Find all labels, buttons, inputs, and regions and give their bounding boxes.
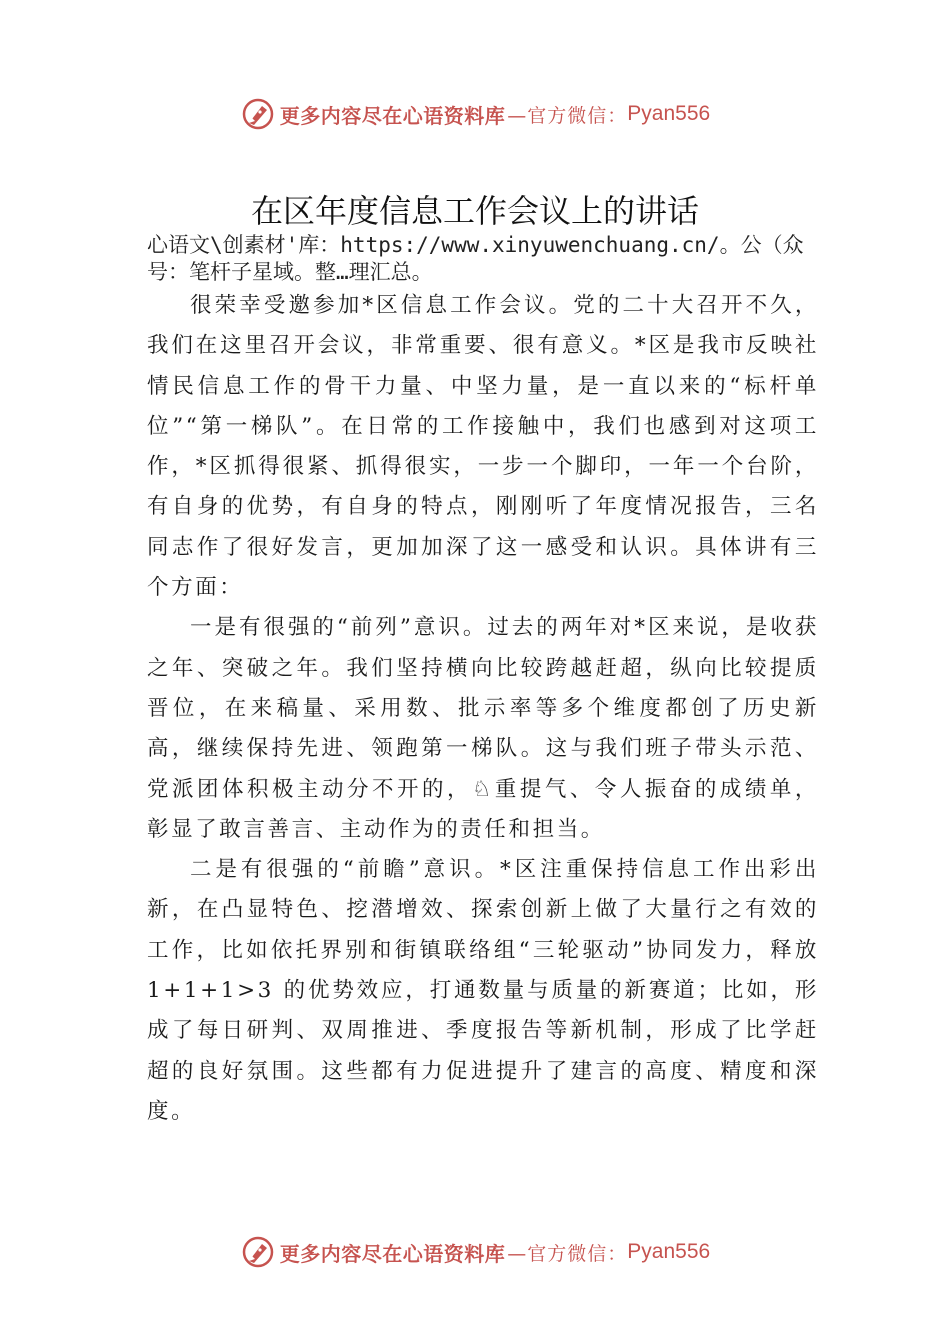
paragraph: 一是有很强的“前列”意识。过去的两年对*区来说，是收获之年、突破之年。我们坚持横向比较跨越赶超，纵向比较提质晋位，在来稿量、采用数、批示率等多个维度都创了历史新高，继续保持先进、领跑第一梯队。这与我们班子带头示范、党派团体积极主动分不开的，♘重提气、令人振奋的成绩单，彰显了敢言善言、主动作为的责任和担当。 <box>147 615 819 842</box>
banner-suffix: —官方微信： <box>507 1242 628 1265</box>
document-title: 在区年度信息工作会议上的讲话 <box>250 192 699 230</box>
document-body <box>147 286 819 1132</box>
source-note: 心语文\创素材'库：https://www.xinyuwenchuang.cn/。公（众号：笔杆子星域。整…理汇总。 <box>147 233 804 284</box>
wechat-id: Pyan556 <box>627 102 711 125</box>
banner-text: 更多内容尽在心语资料库 <box>279 103 506 128</box>
banner-suffix: —官方微信： <box>507 104 628 127</box>
wechat-id: Pyan556 <box>627 1240 711 1263</box>
footer-banner <box>0 1232 950 1272</box>
paragraph: 二是有很强的“前瞻”意识。*区注重保持信息工作出彩出新，在凸显特色、挖潜增效、探索创新上做了大量行之有效的工作，比如依托界别和街镇联络组“三轮驱动”协同发力，释放 1+1+1>3 的优势效应，打通数量与质量的新赛道；比如，形成了每日研判、双周推进、季度报告等新机制，形成了比学赶超的良好氛围。这些都有力促进提升了建言的高度、精度和深度。 <box>147 857 819 1124</box>
pen-nib-icon <box>240 1234 276 1270</box>
paragraph: 很荣幸受邀参加*区信息工作会议。党的二十大召开不久，我们在这里召开会议，非常重要、很有意义。*区是我市反映社情民信息工作的骨干力量、中坚力量，是一直以来的“标杆单位”“第一梯队”。在日常的工作接触中，我们也感到对这项工作，*区抓得很紧、抓得很实，一步一个脚印，一年一个台阶，有自身的优势，有自身的特点，刚刚听了年度情况报告，三名同志作了很好发言，更加加深了这一感受和认识。具体讲有三个方面： <box>147 293 819 601</box>
pen-nib-icon <box>240 96 276 132</box>
banner-text: 更多内容尽在心语资料库 <box>279 1241 506 1266</box>
header-banner <box>0 94 950 134</box>
